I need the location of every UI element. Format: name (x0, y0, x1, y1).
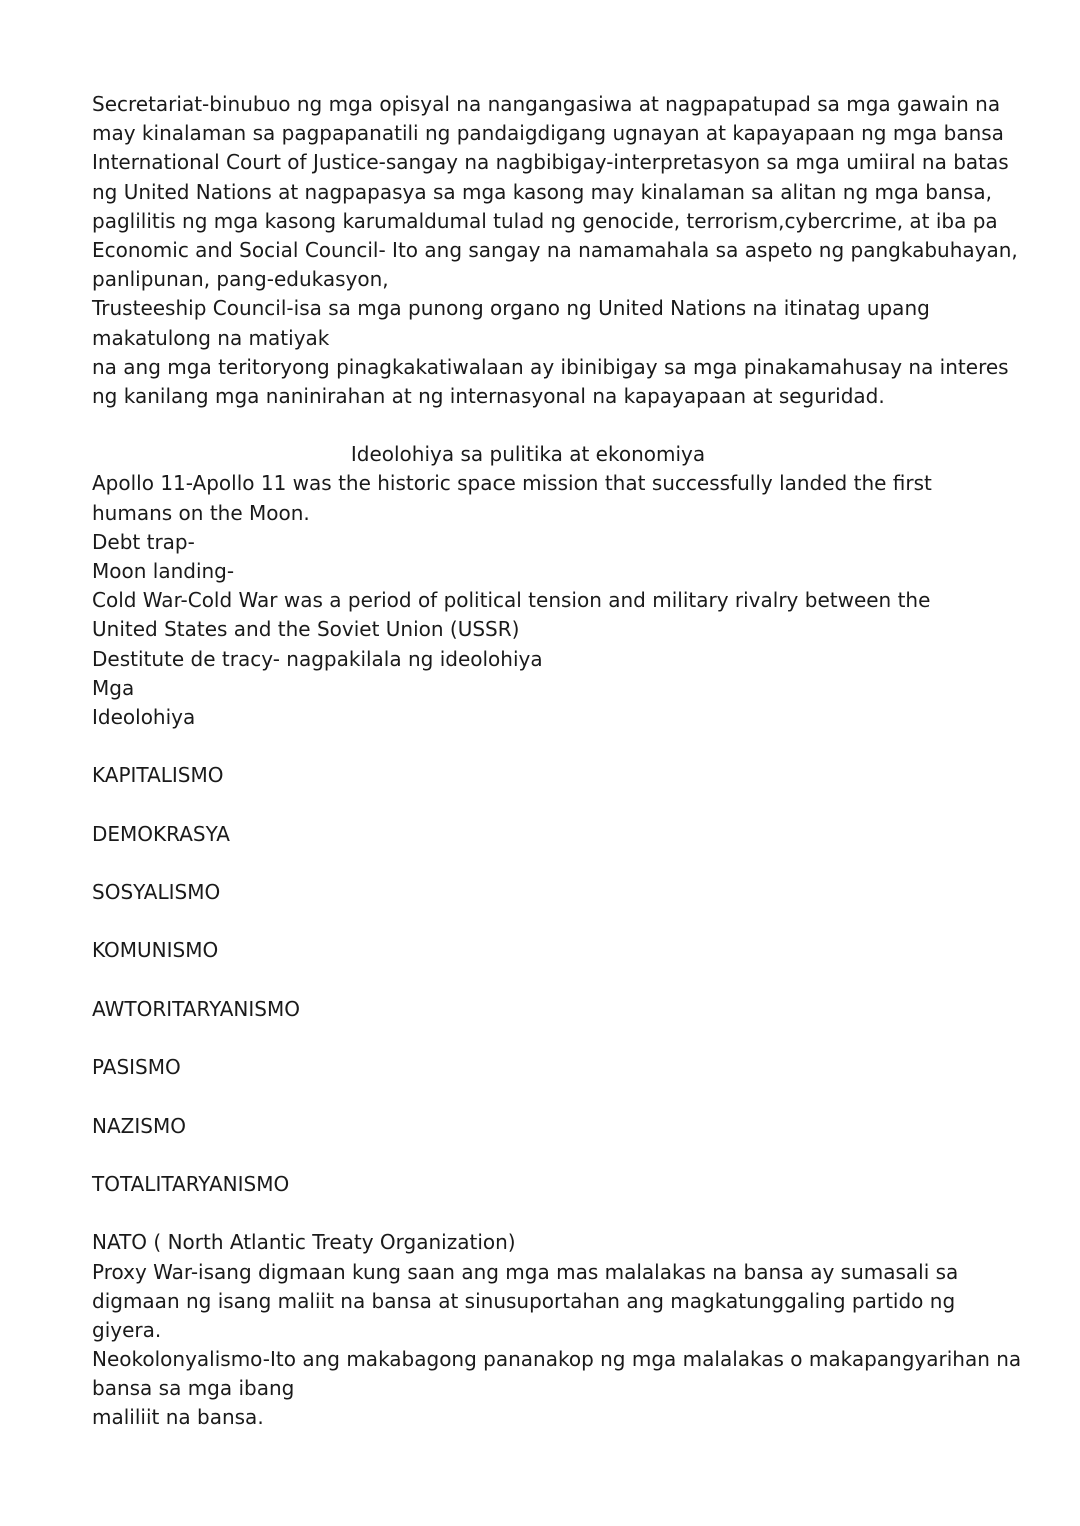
text-line: Debt trap- (92, 529, 195, 554)
blank-line (92, 907, 1052, 936)
text-line: United States and the Soviet Union (USSR) (92, 617, 520, 642)
text-line: paglilitis ng mga kasong karumaldumal tulad ng genocide, terrorism,cybercrime, at iba pa (92, 208, 998, 233)
text-line: maliliit na bansa. (92, 1405, 264, 1430)
text-line: International Court of Justice-sangay na nagbibigay-interpretasyon sa mga umiiral na batas (92, 150, 1009, 175)
text-line: Proxy War-isang digmaan kung saan ang mga mas malalakas na bansa ay sumasali sa (92, 1259, 959, 1284)
ideology-notes-section (92, 469, 1052, 732)
text-line: panlipunan, pang-edukasyon, (92, 267, 389, 292)
ideology-item: TOTALITARYANISMO (92, 1171, 290, 1196)
ideology-item: AWTORITARYANISMO (92, 996, 300, 1021)
ideology-item: NAZISMO (92, 1113, 186, 1138)
document-page (92, 90, 1052, 1433)
text-line: Apollo 11-Apollo 11 was the historic space mission that successfully landed the first (92, 471, 932, 496)
text-line: bansa sa mga ibang (92, 1376, 295, 1401)
blank-line (92, 966, 1052, 995)
ideology-item: SOSYALISMO (92, 880, 221, 905)
text-line: NATO ( North Atlantic Treaty Organization) (92, 1230, 516, 1255)
un-organs-section (92, 90, 1052, 411)
blank-line (92, 732, 1052, 761)
text-line: ng kanilang mga naninirahan at ng internasyonal na kapayapaan at seguridad. (92, 383, 885, 408)
text-line: Secretariat-binubuo ng mga opisyal na nangangasiwa at nagpapatupad sa mga gawain na (92, 92, 1001, 116)
ideology-item: KAPITALISMO (92, 763, 224, 788)
ideology-item: KOMUNISMO (92, 938, 219, 963)
blank-line (92, 791, 1052, 820)
blank-line (92, 849, 1052, 878)
text-line: Economic and Social Council- Ito ang sangay na namamahala sa aspeto ng pangkabuhayan, (92, 237, 1018, 262)
blank-line (92, 411, 1052, 440)
text-line: na ang mga teritoryong pinagkakatiwalaan ay ibinibigay sa mga pinakamahusay na interes (92, 354, 1009, 379)
text-line: giyera. (92, 1317, 162, 1342)
text-line: ng United Nations at nagpapasya sa mga kasong may kinalaman sa alitan ng mga bansa, (92, 179, 992, 204)
text-line: digmaan ng isang maliit na bansa at sinusuportahan ang magkatunggaling partido ng (92, 1288, 956, 1313)
text-line: Destitute de tracy- nagpakilala ng ideolohiya (92, 646, 543, 671)
blank-line (92, 1082, 1052, 1111)
blank-line (92, 1024, 1052, 1053)
section-heading: Ideolohiya sa pulitika at ekonomiya (350, 442, 706, 467)
text-line: may kinalaman sa pagpapanatili ng pandaigdigang ugnayan at kapayapaan ng mga bansa (92, 121, 1004, 146)
text-line: Ideolohiya (92, 704, 196, 729)
ideology-item: DEMOKRASYA (92, 821, 230, 846)
ideology-item: PASISMO (92, 1055, 181, 1080)
ideology-list (92, 732, 1052, 1228)
text-line: Mga (92, 675, 135, 700)
blank-line (92, 1141, 1052, 1170)
blank-line (92, 1199, 1052, 1228)
cold-war-terms-section (92, 1228, 1052, 1432)
text-line: Moon landing- (92, 559, 235, 583)
text-line: Cold War-Cold War was a period of political tension and military rivalry between the (92, 588, 931, 613)
text-line: humans on the Moon. (92, 500, 310, 525)
text-line: Trusteeship Council-isa sa mga punong organo ng United Nations na itinatag upang (92, 296, 930, 321)
text-line: makatulong na matiyak (92, 325, 330, 350)
text-line: Neokolonyalismo-Ito ang makabagong pananakop ng mga malalakas o makapangyarihan na (92, 1347, 1022, 1372)
